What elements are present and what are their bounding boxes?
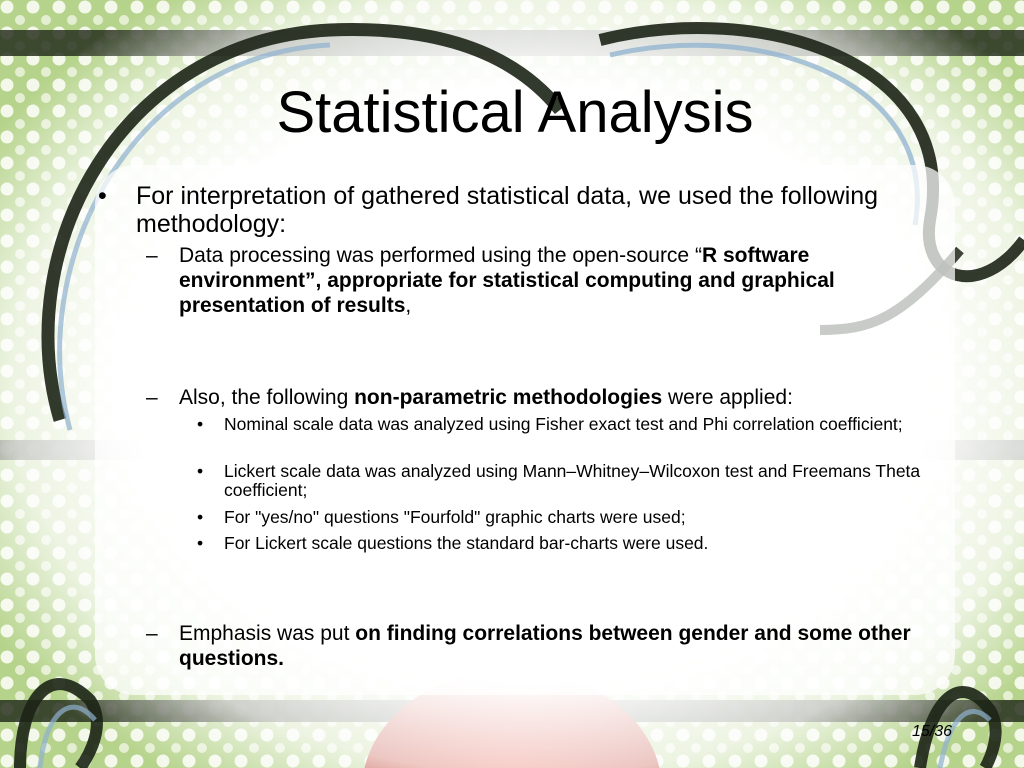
text-regular: , <box>405 294 412 317</box>
text-bold: on finding correlations between gender and some other questions. <box>179 622 911 670</box>
bullet-marker: • <box>98 182 107 210</box>
bullet-marker: • <box>197 414 204 434</box>
list-item <box>197 462 957 500</box>
text-regular: were applied: <box>662 386 793 409</box>
sub-bullet-text <box>179 243 956 318</box>
sub-bullet-text <box>179 621 956 671</box>
slide-title: Statistical Analysis <box>276 80 754 145</box>
sub-bullet-text <box>179 385 956 410</box>
text-bold: non-parametric methodologies <box>354 386 663 409</box>
text-regular: Emphasis was put <box>179 622 356 645</box>
bullet-methodology <box>98 182 898 238</box>
list-item <box>197 534 957 553</box>
page-number: 15/36 <box>912 723 953 740</box>
dash-marker: – <box>146 244 158 267</box>
list-item-text: For Lickert scale questions the standard bar-charts were used. <box>224 533 709 553</box>
list-item-text: For "yes/no" questions "Fourfold" graphic charts were used; <box>224 507 686 527</box>
list-item-text: Nominal scale data was analyzed using Fisher exact test and Phi correlation coefficient; <box>224 414 903 434</box>
bullet-text: For interpretation of gathered statistical data, we used the following methodology: <box>136 182 879 238</box>
sub-bullet-r-software <box>146 243 956 318</box>
dash-marker: – <box>146 386 158 409</box>
sub-bullet-non-parametric <box>146 385 956 410</box>
list-item <box>197 415 957 434</box>
list-item <box>197 508 957 527</box>
list-item-text: Lickert scale data was analyzed using Mann–Whitney–Wilcoxon test and Freemans Theta coefficient; <box>224 461 921 500</box>
sub-bullet-emphasis <box>146 621 956 671</box>
bullet-marker: • <box>197 507 204 527</box>
text-bold: R software environment”, appropriate for statistical computing and graphical presentation of results <box>179 244 835 317</box>
bullet-marker: • <box>197 533 204 553</box>
text-regular: Data processing was performed using the open-source “ <box>179 244 702 267</box>
bullet-marker: • <box>197 461 204 481</box>
dash-marker: – <box>146 622 158 645</box>
text-regular: Also, the following <box>179 386 355 409</box>
